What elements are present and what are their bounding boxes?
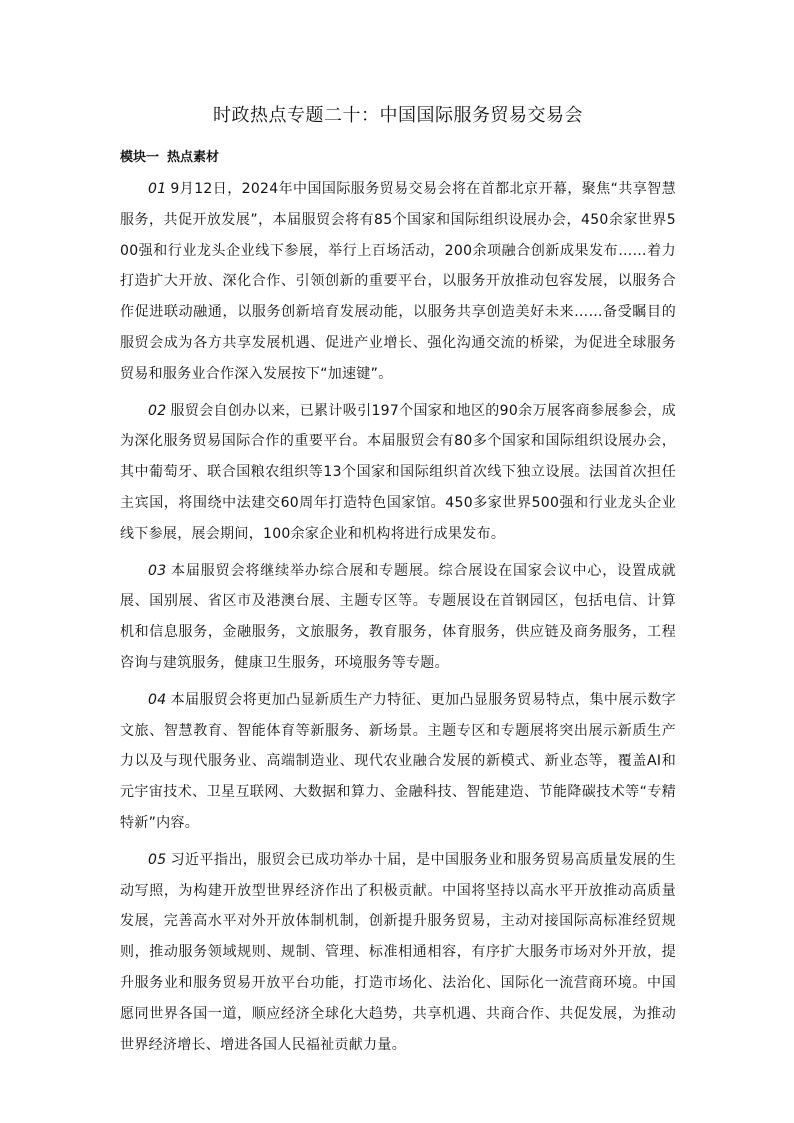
- paragraph-05: [120, 845, 676, 1061]
- paragraph-text: 本届服贸会将更加凸显新质生产力特征、更加凸显服务贸易特点，集中展示数字文旅、智慧教育、智能体育等新服务、新场景。主题专区和专题展将突出展示新质生产力以及与现代服务业、高端制造业、现代农业融合发展的新模式、新业态等，覆盖AI和元宇宙技术、卫星互联网、大数据和算力、金融科技、智能建造、节能降碳技术等“专精特新”内容。: [120, 691, 676, 831]
- document-title: 时政热点专题二十：中国国际服务贸易交易会: [213, 105, 583, 126]
- paragraph-number: 04: [148, 691, 167, 708]
- paragraph-number: 01: [148, 181, 167, 197]
- paragraph-number: 05: [148, 851, 167, 868]
- section-heading: [120, 148, 676, 168]
- paragraph-number: 03: [148, 562, 167, 579]
- paragraph-text: 习近平指出，服贸会已成功举办十届，是中国服务业和服务贸易高质量发展的生动写照，为构建开放型世界经济作出了积极贡献。中国将坚持以高水平开放推动高质量发展，完善高水平对外开放体制机制，创新提升服务贸易，主动对接国际高标准经贸规则，推动服务领域规则、规制、管理、标准相通相容，有序扩大服务市场对外开放，提升服务业和服务贸易开放平台功能，打造市场化、法治化、国际化一流营商环境。中国愿同世界各国一道，顺应经济全球化大趋势，共享机遇、共商合作、共促发展，为推动世界经济增长、增进各国人民福祉贡献力量。: [120, 851, 676, 1053]
- paragraph-01: [120, 174, 676, 390]
- paragraph-04: [120, 685, 676, 839]
- paragraph-02: [120, 396, 676, 550]
- paragraph-text: 本届服贸会将继续举办综合展和专题展。综合展设在国家会议中心，设置成就展、国别展、省区市及港澳台展、主题专区等。专题展设在首钢园区，包括电信、计算机和信息服务，金融服务，文旅服务，教育服务，体育服务，供应链及商务服务，工程咨询与建筑服务，健康卫生服务，环境服务等专题。: [120, 562, 676, 671]
- paragraph-text: 服贸会自创办以来，已累计吸引197个国家和地区的90余万展客商参展参会，成为深化服务贸易国际合作的重要平台。本届服贸会有80多个国家和国际组织设展办会，其中葡萄牙、联合国粮农组织等13个国家和国际组织首次线下独立设展。法国首次担任主宾国，将围绕中法建交60周年打造特色国家馆。450多家世界500强和行业龙头企业线下参展，展会期间，100余家企业和机构将进行成果发布。: [120, 402, 676, 542]
- paragraph-03: [120, 556, 676, 679]
- paragraph-text: 9月12日，2024年中国国际服务贸易交易会将在首都北京开幕，聚焦“共享智慧服务，共促开放发展”，本届服贸会将有85个国家和国际组织设展办会，450余家世界500强和行业龙头企业线下参展，举行上百场活动，200余项融合创新成果发布……着力打造扩大开放、深化合作、引领创新的重要平台，以服务开放推动包容发展，以服务合作促进联动融通，以服务创新培育发展动能，以服务共享创造美好未来……备受瞩目的服贸会成为各方共享发展机遇、促进产业增长、强化沟通交流的桥梁，为促进全球服务贸易和服务业合作深入发展按下“加速键”。: [120, 181, 676, 382]
- section-label: 模块一: [120, 150, 160, 165]
- paragraph-number: 02: [148, 402, 167, 419]
- section-name: 热点素材: [167, 150, 220, 165]
